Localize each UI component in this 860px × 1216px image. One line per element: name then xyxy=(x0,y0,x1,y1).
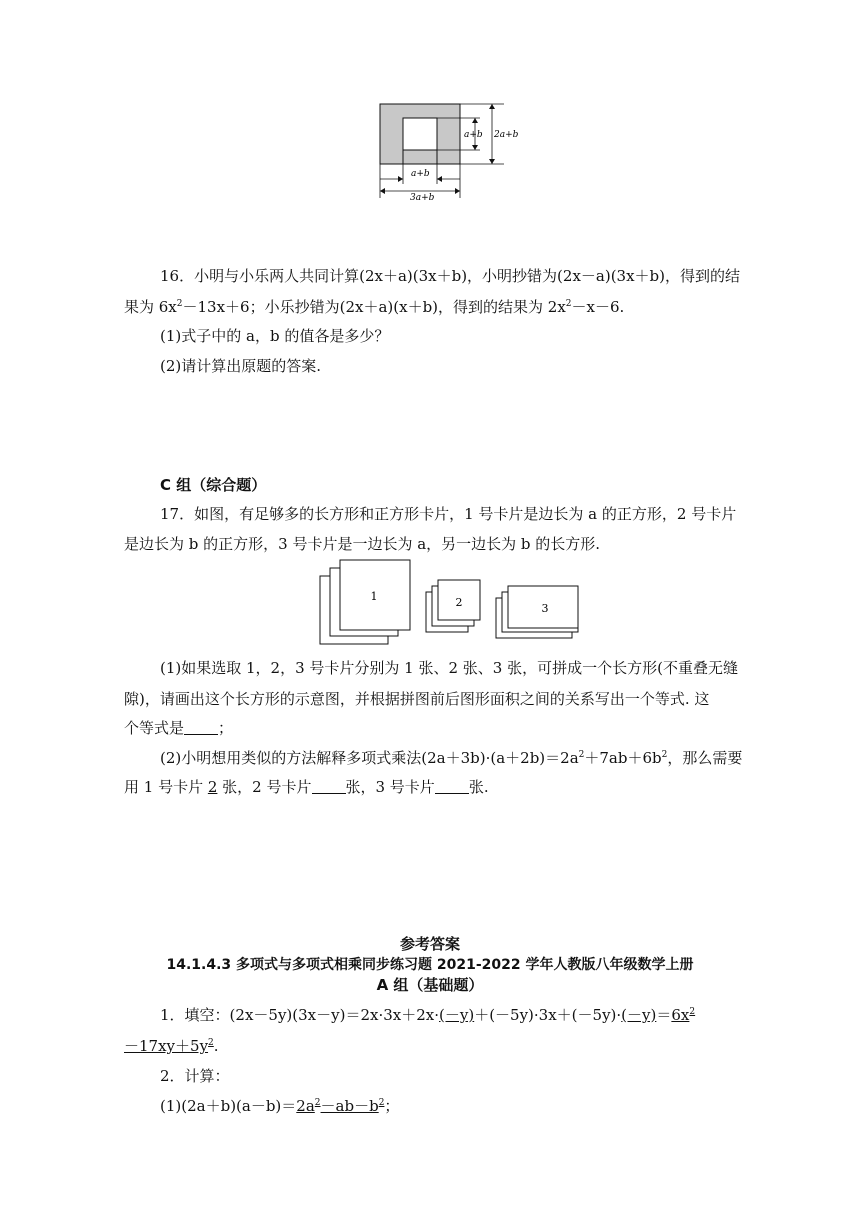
figure-rectangle-diagram xyxy=(370,98,520,202)
q17-p2-text-b: ＋7ab＋6b xyxy=(584,749,662,767)
answer-blank xyxy=(184,719,218,735)
q16-line2-sup2: 2 xyxy=(565,299,572,309)
answers-subtitle: 14.1.4.3 多项式与多项式相乘同步练习题 2021-2022 学年人教版八年级数学上册 xyxy=(166,957,694,973)
q17-p1-line1: (1)如果选取 1，2，3 号卡片分别为 1 张、2 张、3 张，可拼成一个长方形(不重叠无缝 xyxy=(160,659,738,677)
label-ab-bottom: a+b xyxy=(411,169,430,179)
q17-p2-text-c: ，那么需要 xyxy=(667,749,743,767)
cards-figure xyxy=(316,558,586,650)
q17-p2-line2-text-d: 张. xyxy=(468,778,489,796)
answer-1-text-a: 1．填空：(2x－5y)(3x－y)＝2x·3x＋2x· xyxy=(160,1006,439,1024)
q16-line1: 16．小明与小乐两人共同计算(2x＋a)(3x＋b)，小明抄错为(2x－a)(3x＋b)，得到的结 xyxy=(160,267,741,285)
answer-1-line2-fill: －17xy＋5y xyxy=(124,1037,209,1055)
card-2-label: 2 xyxy=(455,596,463,609)
q16-line2 xyxy=(124,297,624,317)
q17-line2: 是边长为 b 的正方形，3 号卡片是一边长为 a，另一边长为 b 的长方形. xyxy=(124,535,601,553)
inner-strip xyxy=(403,150,437,164)
answer-1-fill3-sup: 2 xyxy=(689,1007,696,1017)
q16-sub1: (1)式子中的 a，b 的值各是多少？ xyxy=(160,327,390,345)
answer-2-title: 2．计算： xyxy=(160,1067,230,1085)
answer-1-fill2: (－y) xyxy=(621,1006,657,1024)
answer-2-1 xyxy=(160,1096,399,1116)
q17-p2-sup2: 2 xyxy=(661,750,668,760)
q16-line2-sup1: 2 xyxy=(176,299,183,309)
answer-blank xyxy=(435,778,469,794)
answer-1-line2 xyxy=(124,1036,219,1056)
label-ab-right: a+b xyxy=(464,130,483,140)
q17-p1-line3 xyxy=(124,718,233,738)
label-3ab: 3a+b xyxy=(410,193,435,202)
answer-2-1-text: (1)(2a＋b)(a－b)＝ xyxy=(160,1097,297,1115)
q17-p2-filled-answer: 2 xyxy=(207,778,218,796)
answer-1-fill3: 6x xyxy=(671,1006,690,1024)
inner-square xyxy=(403,118,437,150)
q16-line2-text-a: 果为 6x xyxy=(124,298,177,316)
answer-2-1-fill: 2a xyxy=(296,1097,315,1115)
answer-2-1-sup1: 2 xyxy=(314,1098,321,1108)
q17-p1-line3-text: 个等式是 xyxy=(124,719,185,737)
group-c-title: C 组（综合题） xyxy=(160,476,267,494)
q16-sub2: (2)请计算出原题的答案. xyxy=(160,357,322,375)
answer-1-text-b: ＋(－5y)·3x＋(－5y)· xyxy=(474,1006,622,1024)
answer-1-line2-sup: 2 xyxy=(208,1038,214,1048)
q17-p2-line2-text-b: 张，2 号卡片 xyxy=(217,778,312,796)
answer-2-1-sup2: 2 xyxy=(378,1098,385,1108)
answer-1-text-c: ＝ xyxy=(656,1006,672,1024)
q17-p2-line2 xyxy=(124,777,489,797)
answer-2-1-end: ； xyxy=(384,1097,400,1115)
answers-group-a: A 组（基础题） xyxy=(376,976,484,994)
q17-p1-line2: 隙)，请画出这个长方形的示意图，并根据拼图前后图形面积之间的关系写出一个等式. 这 xyxy=(124,690,710,708)
answer-1-line1 xyxy=(160,1005,695,1025)
card-1-label: 1 xyxy=(370,590,378,603)
card-3-label: 3 xyxy=(541,602,549,615)
q17-p2-sup1: 2 xyxy=(578,750,585,760)
label-2ab: 2a+b xyxy=(494,130,519,140)
q17-p2-line2-text-c: 张，3 号卡片 xyxy=(345,778,435,796)
q17-p2-line1 xyxy=(160,748,742,768)
q17-p1-line3-end: ； xyxy=(218,719,234,737)
q17-p2-line2-text-a: 用 1 号卡片 xyxy=(124,778,208,796)
q17-line1: 17．如图，有足够多的长方形和正方形卡片，1 号卡片是边长为 a 的正方形，2 号卡片 xyxy=(160,505,737,523)
answer-1-fill1: (－y) xyxy=(439,1006,475,1024)
answer-blank xyxy=(312,778,346,794)
answers-heading: 参考答案 xyxy=(399,935,460,953)
answer-2-1-fill2: －ab－b xyxy=(320,1097,379,1115)
q16-line2-text-c: －x－6. xyxy=(571,298,625,316)
answer-1-line2-end: . xyxy=(213,1037,219,1055)
q16-line2-text-b: －13x＋6；小乐抄错为(2x＋a)(x＋b)，得到的结果为 2x xyxy=(182,298,566,316)
q17-p2-text-a: (2)小明想用类似的方法解释多项式乘法(2a＋3b)·(a＋2b)＝2a xyxy=(160,749,579,767)
